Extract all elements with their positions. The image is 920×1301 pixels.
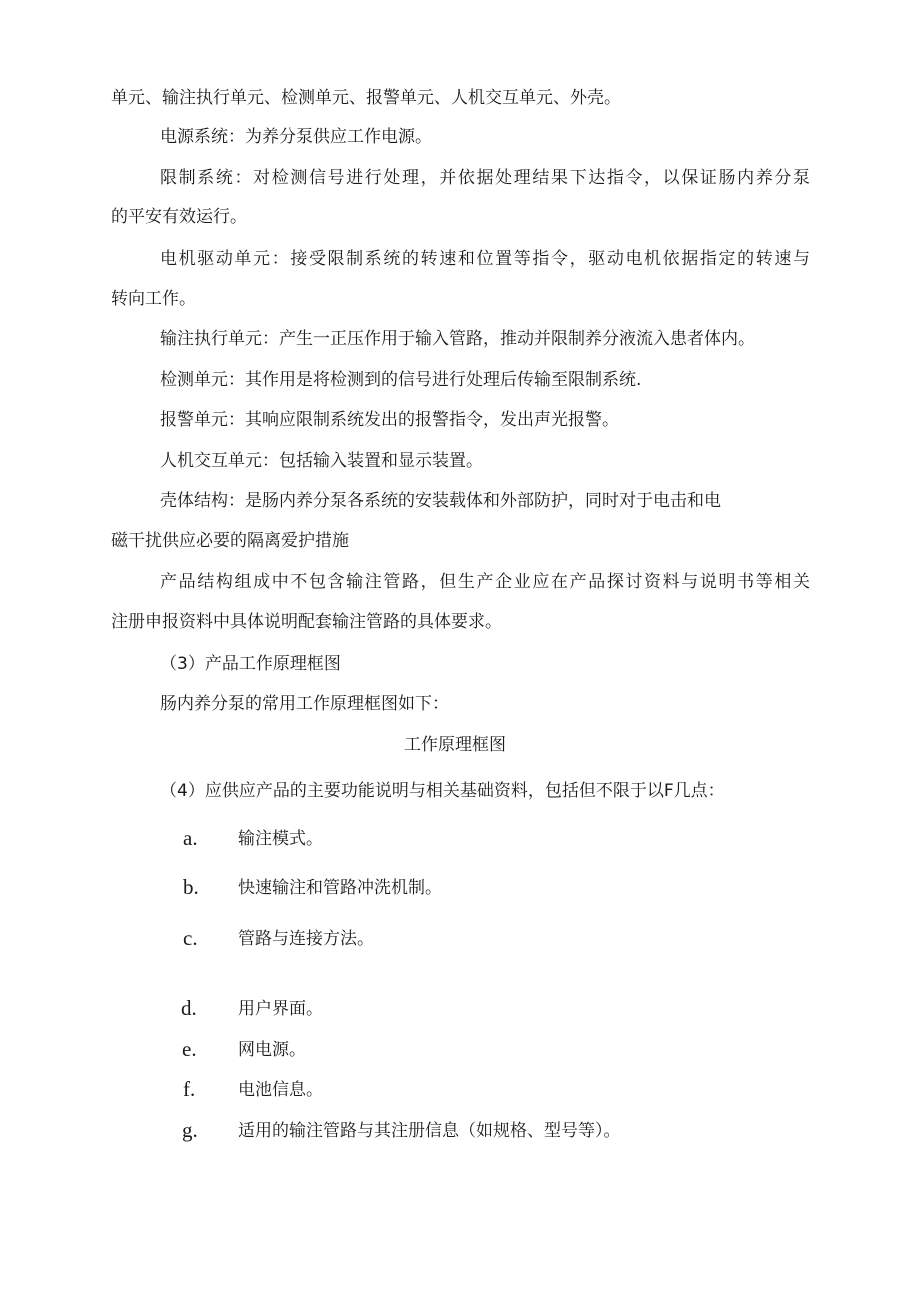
list-item-letter: d. [181,996,197,1020]
list-item: 快速输注和管路冲洗机制。 [238,878,442,898]
paragraph-power-system: 电源系统：为养分泵供应工作电源。 [160,127,432,147]
paragraph-infusion-unit: 输注执行单元：产生一正压作用于输入管路，推动并限制养分液流入患者体内。 [160,329,755,349]
list-item-letter: a. [183,826,198,850]
list-item-letter: c. [183,926,198,950]
paragraph-control-system: 限制系统：对检测信号进行处理，并依据处理结果下达指令，以保证肠内养分泵 [160,168,810,188]
list-item: 电池信息。 [238,1080,323,1100]
paragraph-motor-drive-cont: 转向工作。 [111,289,196,309]
list-item: 用户界面。 [238,999,323,1019]
paragraph-hmi-unit: 人机交互单元：包括输入装置和显示装置。 [160,451,483,471]
list-item: 适用的输注管路与其注册信息（如规格、型号等）。 [238,1121,621,1141]
paragraph-housing: 壳体结构：是肠内养分泵各系统的安装载体和外部防护，同时对于电击和电 [160,491,721,511]
paragraph-motor-drive: 电机驱动单元：接受限制系统的转速和位置等指令，驱动电机依据指定的转速与 [160,249,810,269]
paragraph-tubing-note-cont: 注册申报资料中具体说明配套输注管路的具体要求。 [111,612,502,632]
list-item-letter: b. [183,875,199,899]
paragraph-diagram-intro: 肠内养分泵的常用工作原理框图如下： [160,694,449,714]
paragraph-housing-cont: 磁干扰供应必要的隔离爱护措施 [111,531,349,551]
figure-caption: 工作原理框图 [404,735,506,755]
paragraph-alarm-unit: 报警单元：其响应限制系统发出的报警指令，发出声光报警。 [160,410,619,430]
list-item-letter: g. [182,1118,198,1142]
paragraph-line: 单元、输注执行单元、检测单元、报警单元、人机交互单元、外壳。 [111,88,621,108]
paragraph-tubing-note: 产品结构组成中不包含输注管路，但生产企业应在产品探讨资料与说明书等相关 [160,572,810,592]
paragraph-detection-unit: 检测单元：其作用是将检测到的信号进行处理后传输至限制系统. [160,370,642,390]
section-heading-3: （3）产品工作原理框图 [160,654,341,674]
list-item-letter: e. [182,1037,197,1061]
list-item-letter: f. [183,1077,196,1101]
section-heading-4: （4）应供应产品的主要功能说明与相关基础资料，包括但不限于以F几点： [160,781,725,801]
list-item: 管路与连接方法。 [238,929,374,949]
list-item: 网电源。 [238,1040,306,1060]
paragraph-control-system-cont: 的平安有效运行。 [111,207,247,227]
list-item: 输注模式。 [238,829,323,849]
